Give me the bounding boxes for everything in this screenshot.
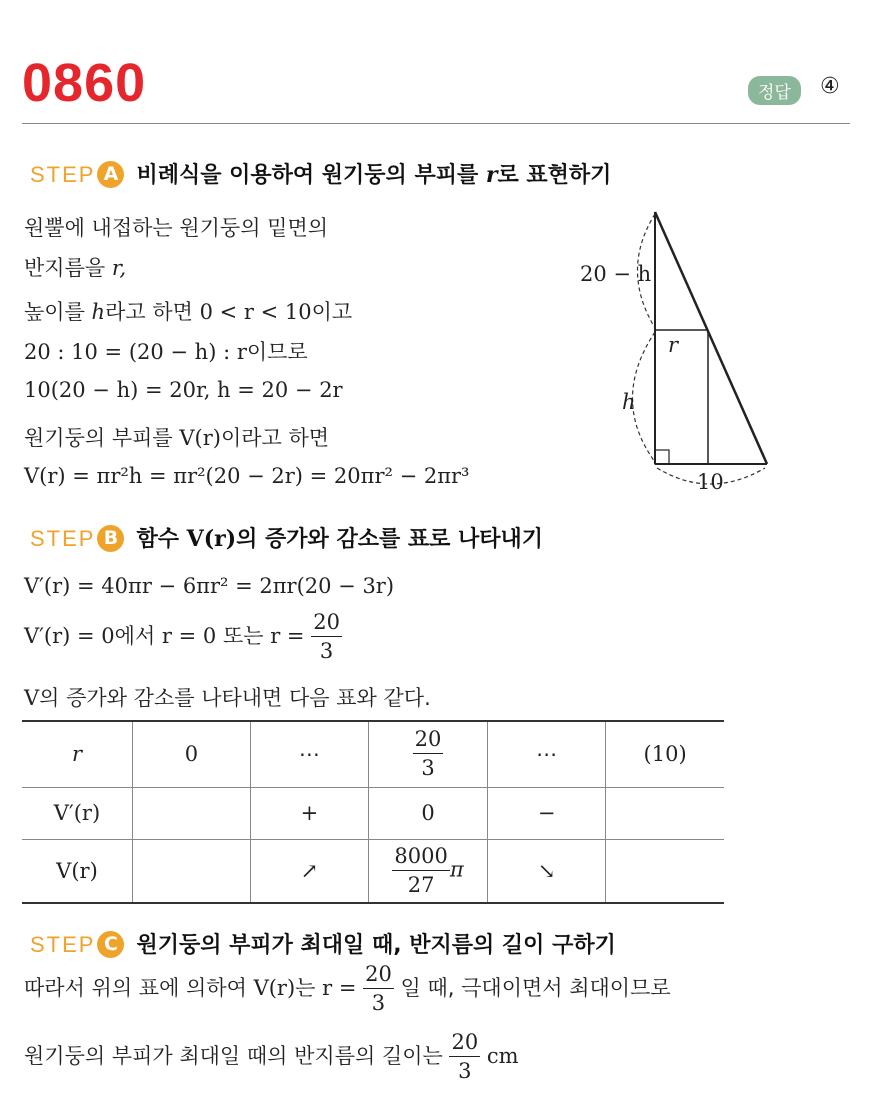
table-cell: ⋯ [250,721,368,787]
fraction: $\frac{20}{3}$ [365,962,392,1015]
step-b-line-2: V′(r) = 0에서 r = 0 또는 r = $\frac{20}{3}$ [24,610,340,663]
step-c-line-2: 원기둥의 부피가 최대일 때의 반지름의 길이는 $\frac{20}{3}$ cm [24,1030,519,1083]
fraction: $\frac{8000}{27}$ [394,843,448,897]
table-cell: r [22,721,132,787]
table-cell: $\frac{8000}{27}$ π [368,839,487,903]
table-cell: V(r) [22,839,132,903]
fraction: $\frac{20}{3}$ [451,1030,479,1083]
step-b-heading: STEP B 함수 V(r)의 증가와 감소를 표로 나타내기 [30,526,544,552]
step-c-badge: C [97,931,124,958]
table-cell: ↘ [488,839,606,903]
table-cell: ↗ [250,839,368,903]
table-cell [606,787,724,839]
step-a-line-4: 20 : 10 = (20 − h) : r이므로 [24,340,308,364]
brace-h [633,332,656,462]
step-b-badge: B [97,525,124,552]
table-row-vprime [22,787,724,839]
step-c-line-1: 따라서 위의 표에 의하여 V(r)는 r = $\frac{20}{3}$ 일 때, 극대이면서 최대이므로 [24,962,671,1015]
table-row-r [22,721,724,787]
label-10: 10 [697,470,724,494]
header-divider [22,123,850,124]
fraction: $\frac{20}{3}$ [414,727,442,781]
table-cell: + [250,787,368,839]
answer-badge: 정답 [748,76,801,105]
step-a-badge: A [97,161,124,188]
table-cell: (10) [643,742,687,767]
table-cell: V′(r) [22,787,132,839]
increase-decrease-table [22,720,724,904]
label-20-minus-h: 20 − h [580,262,652,286]
table-cell: ⋯ [488,721,606,787]
step-a-line-7: V(r) = πr²h = πr²(20 − 2r) = 20πr² − 2πr³ [24,464,470,488]
step-a-line-5: 10(20 − h) = 20r, h = 20 − 2r [24,378,343,402]
problem-number: 0860 [22,53,147,113]
table-row-v [22,839,724,903]
step-label: STEP [30,162,96,187]
table-cell [132,839,250,903]
table-cell [132,787,250,839]
table-cell: 0 [368,787,487,839]
step-a-line-6: 원기둥의 부피를 V(r)이라고 하면 [24,426,330,450]
step-b-line-1: V′(r) = 40πr − 6πr² = 2πr(20 − 3r) [24,574,395,598]
fraction: $\frac{20}{3}$ [313,610,340,663]
step-a-line-1: 원뿔에 내접하는 원기둥의 밑면의 [24,216,329,240]
step-a-line-3: 높이를 h라고 하면 0 < r < 10이고 [24,300,353,324]
label-r: r [668,333,679,357]
answer-value: ④ [820,74,840,99]
label-h: h [622,390,636,414]
step-a-heading: STEP A 비례식을 이용하여 원기둥의 부피를 r로 표현하기 [30,162,612,188]
step-label: STEP [30,526,96,551]
table-cell [606,839,724,903]
cone-cylinder-diagram [570,200,790,500]
step-label: STEP [30,932,96,957]
right-angle-mark [655,450,669,464]
table-cell [368,721,487,787]
step-a-line-2: 반지름을 r, [24,256,127,280]
table-cell: − [488,787,606,839]
table-cell: 0 [132,721,250,787]
step-c-heading: STEP C 원기둥의 부피가 최대일 때, 반지름의 길이 구하기 [30,932,616,958]
step-b-line-3: V의 증가와 감소를 나타내면 다음 표와 같다. [24,686,431,710]
